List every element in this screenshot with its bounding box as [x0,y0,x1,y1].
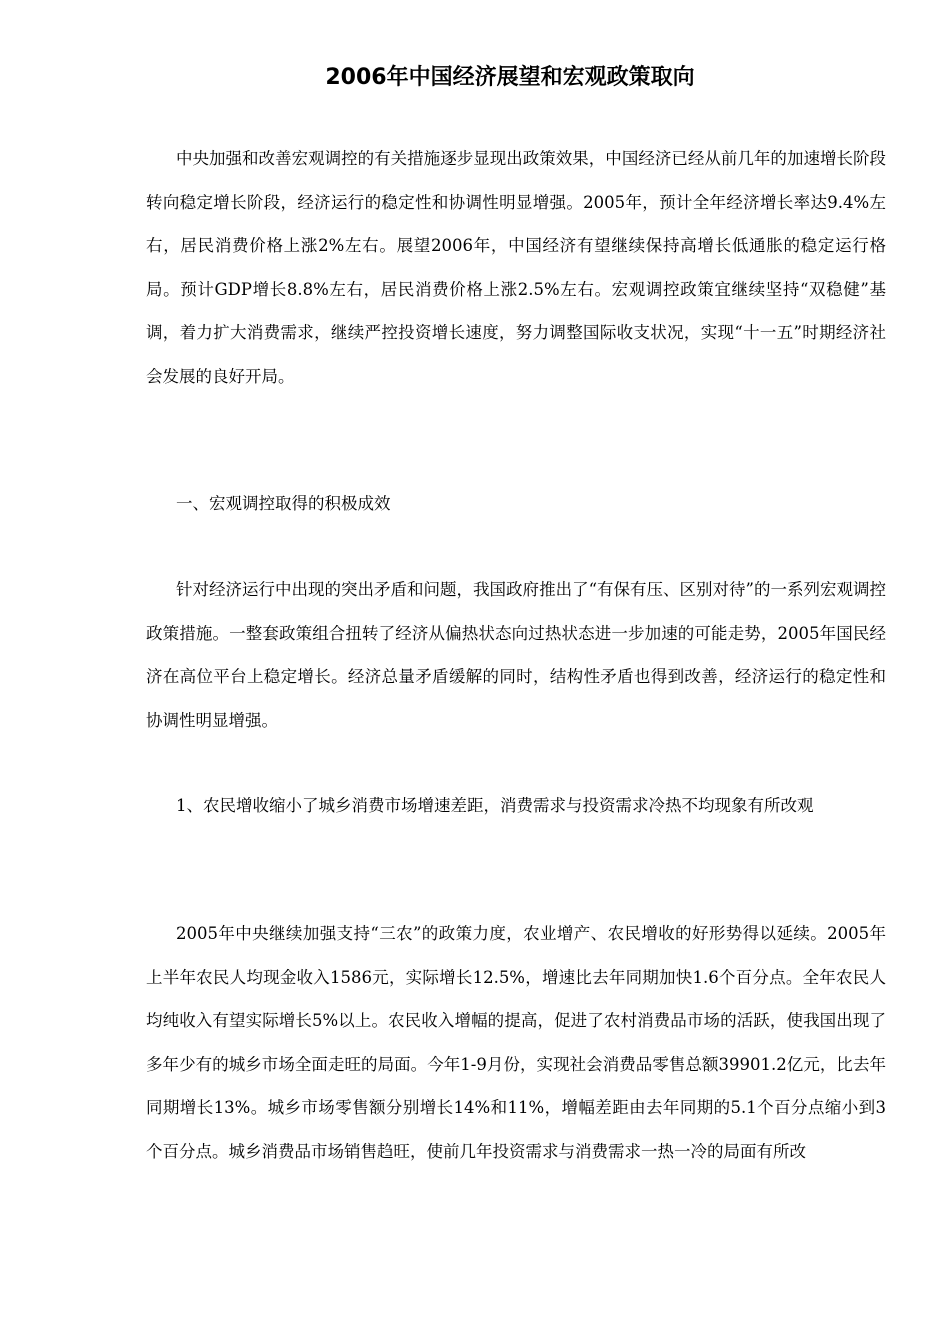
section-heading-1: 一、宏观调控取得的积极成效 [176,494,391,513]
document-title: 2006年中国经济展望和宏观政策取向 [325,65,695,90]
subsection-1-paragraph: 2005年中央继续加强支持“三农”的政策力度，农业增产、农民增收的好形势得以延续。2005年上半年农民人均现金收入1586元，实际增长12.5%，增速比去年同期加快1.6个百分点。全年农民人均纯收入有望实际增长5%以上。农民收入增幅的提高，促进了农村消费品市场的活跃，使我国出现了多年少有的城乡市场全面走旺的局面。今年1-9月份，实现社会消费品零售总额39901.2亿元，比去年同期增长13%。城乡市场零售额分别增长14%和11%，增幅差距由去年同期的5.1个百分点缩小到3个百分点。城乡消费品市场销售趋旺，使前几年投资需求与消费需求一热一冷的局面有所改 [146,924,886,1161]
intro-paragraph: 中央加强和改善宏观调控的有关措施逐步显现出政策效果，中国经济已经从前几年的加速增长阶段转向稳定增长阶段，经济运行的稳定性和协调性明显增强。2005年，预计全年经济增长率达9.4%左右，居民消费价格上涨2%左右。展望2006年，中国经济有望继续保持高增长低通胀的稳定运行格局。预计GDP增长8.8%左右，居民消费价格上涨2.5%左右。宏观调控政策宜继续坚持“双稳健”基调，着力扩大消费需求，继续严控投资增长速度，努力调整国际收支状况，实现“十一五”时期经济社会发展的良好开局。 [146,149,886,386]
section-1-paragraph: 针对经济运行中出现的突出矛盾和问题，我国政府推出了“有保有压、区别对待”的一系列宏观调控政策措施。一整套政策组合扭转了经济从偏热状态向过热状态进一步加速的可能走势，2005年国民经济在高位平台上稳定增长。经济总量矛盾缓解的同时，结构性矛盾也得到改善，经济运行的稳定性和协调性明显增强。 [146,580,886,730]
subsection-heading-1: 1、农民增收缩小了城乡消费市场增速差距，消费需求与投资需求冷热不均现象有所改观 [176,796,814,815]
